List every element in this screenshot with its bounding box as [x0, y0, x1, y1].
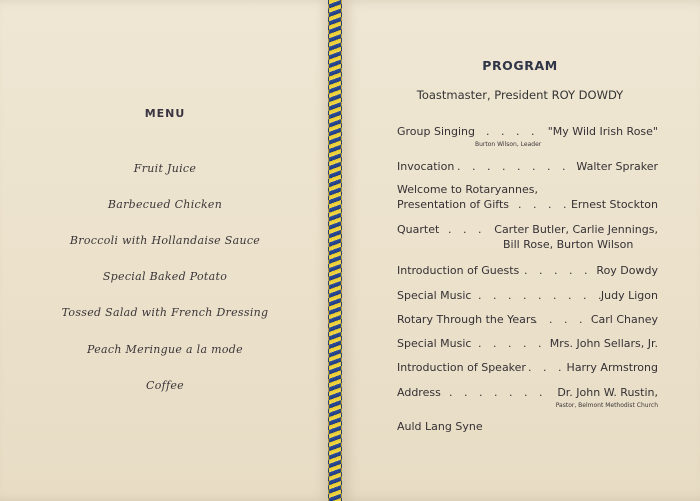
- welcome-label: Welcome to Rotaryannes,: [397, 183, 538, 196]
- rotary-years-name: Carl Chaney: [590, 313, 658, 326]
- special-music-2-label: Special Music: [397, 337, 472, 350]
- address-dots: . . . . . . .: [449, 386, 547, 399]
- group-singing-leader: Burton Wilson, Leader: [475, 141, 542, 148]
- menu-item-broccoli: Broccoli with Hollandaise Sauce: [69, 234, 261, 247]
- special-music-2-dots: . . . . .: [478, 337, 546, 350]
- special-music-1-label: Special Music: [397, 289, 472, 302]
- quartet-names-2: Bill Rose, Burton Wilson: [503, 238, 634, 251]
- intro-speaker-label: Introduction of Speaker: [397, 361, 526, 374]
- welcome-dots: . . . .: [518, 198, 571, 211]
- intro-speaker-dots: . . .: [528, 361, 566, 374]
- program-title: PROGRAM: [482, 58, 558, 73]
- invocation-label: Invocation: [397, 160, 455, 173]
- group-singing-label: Group Singing: [397, 125, 475, 138]
- gifts-label: Presentation of Gifts: [397, 198, 509, 211]
- closing-song: Auld Lang Syne: [397, 420, 483, 433]
- quartet-names-1: Carter Butler, Carlie Jennings,: [494, 223, 658, 236]
- address-label: Address: [397, 386, 441, 399]
- menu-title: MENU: [144, 107, 186, 120]
- menu-item-dessert: Peach Meringue a la mode: [87, 343, 243, 356]
- special-music-1-dots: . . . . . . . . .: [478, 289, 606, 302]
- group-singing-dots: . . . .: [486, 125, 539, 138]
- intro-guests-dots: . . . . .: [524, 264, 592, 277]
- address-speaker: Dr. John W. Rustin,: [557, 386, 658, 399]
- intro-guests-name: Roy Dowdy: [596, 264, 658, 277]
- intro-speaker-name: Harry Armstrong: [566, 361, 658, 374]
- menu-item-coffee: Coffee: [145, 379, 184, 392]
- quartet-label: Quartet: [397, 223, 440, 236]
- menu-item-fruit-juice: Fruit Juice: [133, 162, 197, 175]
- special-music-1-name: Judy Ligon: [600, 289, 658, 302]
- invocation-dots: . . . . . . . . .: [457, 160, 585, 173]
- menu-item-salad: Tossed Salad with French Dressing: [61, 306, 269, 319]
- binding-cord: [328, 0, 342, 501]
- menu-item-chicken: Barbecued Chicken: [107, 198, 223, 211]
- address-speaker-title: Pastor, Belmont Methodist Church: [555, 402, 658, 409]
- menu-item-potato: Special Baked Potato: [102, 270, 228, 283]
- group-singing-song: "My Wild Irish Rose": [547, 125, 658, 138]
- welcome-name: Ernest Stockton: [570, 198, 658, 211]
- special-music-2-name: Mrs. John Sellars, Jr.: [549, 337, 658, 350]
- intro-guests-label: Introduction of Guests: [397, 264, 520, 277]
- rotary-years-label: Rotary Through the Years: [397, 313, 537, 326]
- rotary-years-dots: . . . .: [534, 313, 587, 326]
- toastmaster-line: Toastmaster, President ROY DOWDY: [416, 88, 624, 102]
- invocation-name: Walter Spraker: [576, 160, 658, 173]
- quartet-dots: . . .: [448, 223, 486, 236]
- left-page: [0, 0, 330, 501]
